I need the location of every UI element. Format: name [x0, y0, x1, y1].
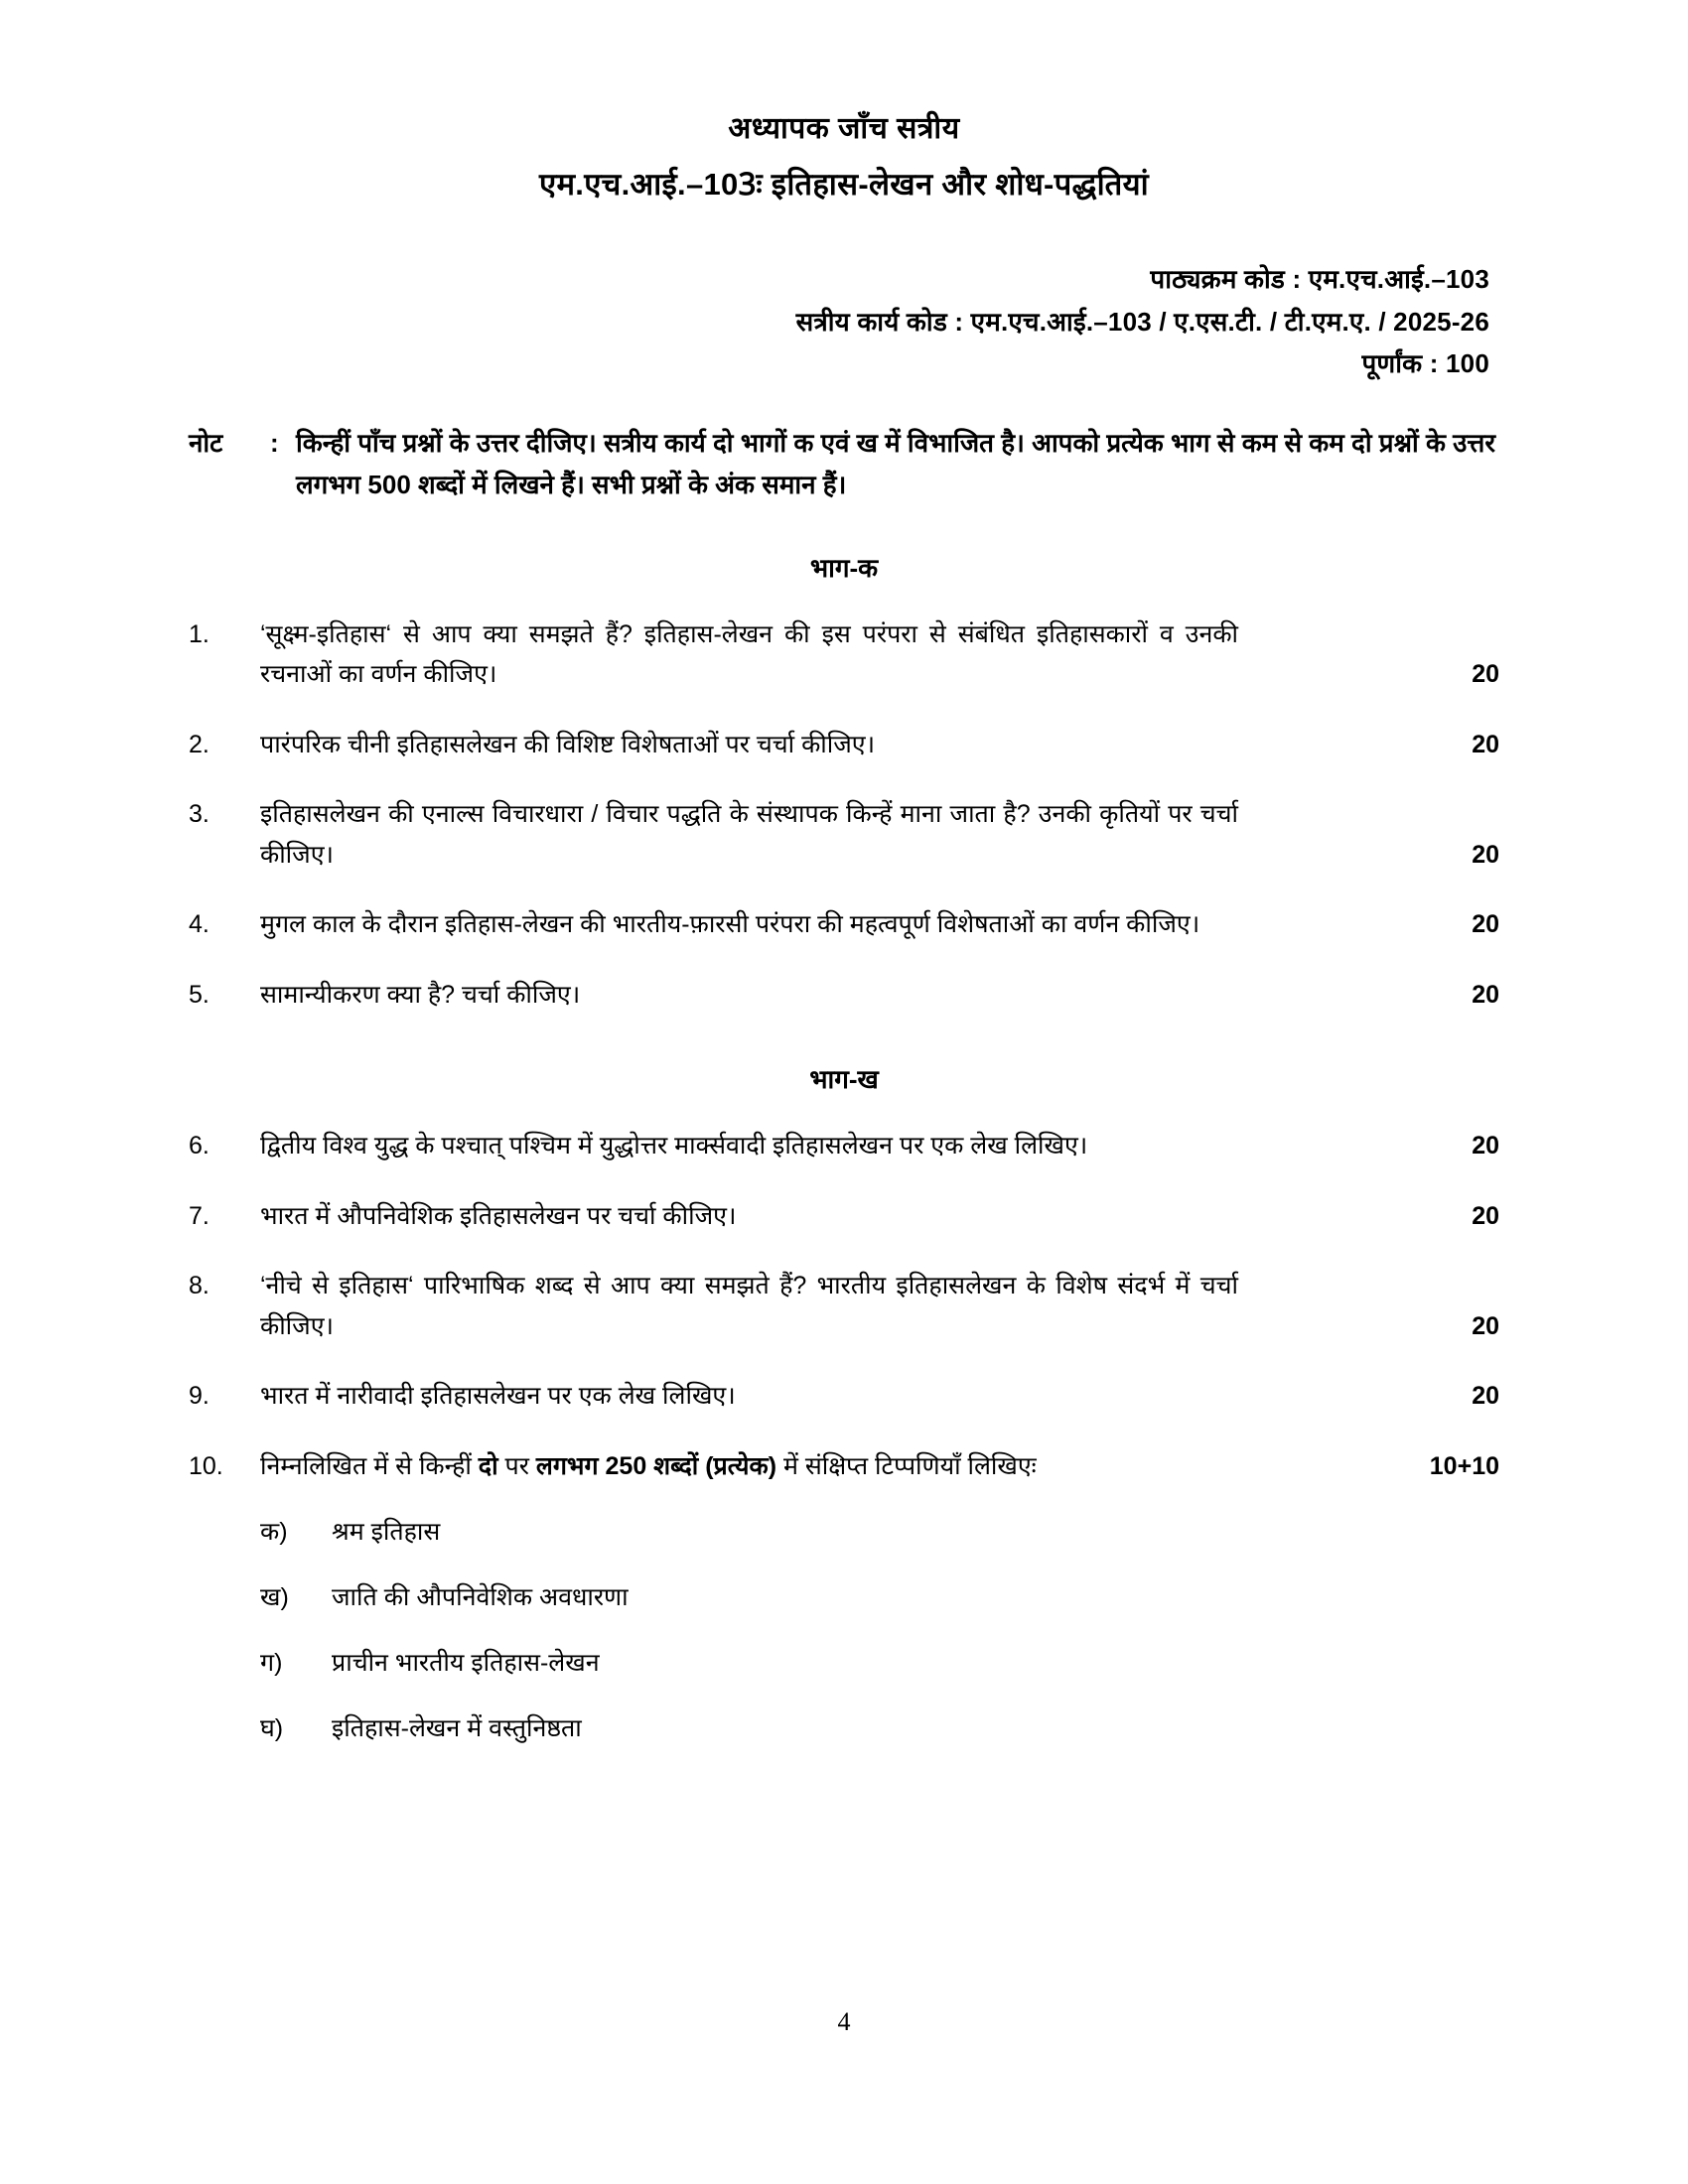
question-row — [189, 1376, 1499, 1417]
question-number: 10. — [189, 1451, 223, 1480]
question-row — [189, 725, 1499, 765]
sub-item — [260, 1577, 1499, 1617]
question-body — [260, 1126, 1390, 1166]
page-number: 4 — [837, 2007, 851, 2036]
meta-block — [189, 258, 1499, 383]
question-text: भारत में नारीवादी इतिहासलेखन पर एक लेख लिखिए। — [260, 1382, 736, 1411]
question-text: भारत में औपनिवेशिक इतिहासलेखन पर चर्चा कीजिए। — [260, 1201, 737, 1230]
question-text: मुगल काल के दौरान इतिहास-लेखन की भारतीय-फ़ारसी परंपरा की महत्वपूर्ण विशेषताओं का वर्णन कीजिए। — [260, 910, 1200, 939]
question-body — [260, 1446, 1390, 1487]
page-subtitle: एम.एच.आई.–103ः इतिहास-लेखन और शोध-पद्धतियां — [539, 166, 1149, 202]
question-body — [260, 1196, 1390, 1237]
question-number: 9. — [189, 1382, 210, 1411]
q10-suffix: में संक्षिप्त टिप्पणियाँ लिखिएः — [776, 1451, 1037, 1480]
question-list-a — [189, 614, 1499, 1016]
section-heading-b: भाग-ख — [809, 1064, 879, 1095]
sub-item — [260, 1512, 1499, 1552]
question-text: ‘नीचे से इतिहास‘ पारिभाषिक शब्द से आप क्या समझते हैं? भारतीय इतिहासलेखन के विशेष संदर्भ में चर्चा कीजिए। — [260, 1272, 1238, 1340]
note-colon: : — [270, 427, 279, 458]
sub-item-text: इतिहास-लेखन में वस्तुनिष्ठता — [332, 1714, 582, 1743]
question-marks: 20 — [1472, 660, 1499, 689]
question-marks: 20 — [1472, 1132, 1499, 1160]
question-marks: 20 — [1472, 1311, 1499, 1340]
question-marks: 20 — [1472, 840, 1499, 869]
question-number: 7. — [189, 1201, 210, 1230]
question-number: 6. — [189, 1132, 210, 1160]
sub-item-label: ख) — [260, 1583, 289, 1612]
question-body — [260, 904, 1390, 945]
question-body — [260, 794, 1390, 875]
title-block — [189, 0, 1499, 206]
question-number: 2. — [189, 730, 210, 758]
question-marks: 20 — [1472, 980, 1499, 1009]
question-row — [189, 1196, 1499, 1237]
page-title: अध्यापक जाँच सत्रीय — [728, 112, 960, 145]
note-label: नोट — [189, 427, 223, 458]
assignment-code-line: सत्रीय कार्य कोड : एम.एच.आई.–103 / ए.एस.टी. / टी.एम.ए. / 2025-26 — [795, 306, 1489, 337]
question10-sub-list — [260, 1512, 1499, 1748]
question-number: 5. — [189, 980, 210, 1009]
question-number: 3. — [189, 800, 210, 829]
question-number: 8. — [189, 1272, 210, 1300]
question-row — [189, 794, 1499, 875]
question-marks: 20 — [1472, 910, 1499, 939]
question-marks: 20 — [1472, 1201, 1499, 1230]
section-heading-a: भाग-क — [809, 552, 879, 583]
question-text: द्वितीय विश्व युद्ध के पश्चात् पश्चिम में युद्धोत्तर मार्क्सवादी इतिहासलेखन पर एक लेख लिखिए। — [260, 1132, 1088, 1160]
question-body — [260, 614, 1390, 695]
sub-item-text: जाति की औपनिवेशिक अवधारणा — [332, 1583, 629, 1612]
q10-bold-do: दो — [478, 1451, 498, 1480]
question-text — [260, 1446, 1238, 1487]
question-row — [189, 1126, 1499, 1166]
page-content — [189, 0, 1499, 1748]
sub-item — [260, 1643, 1499, 1683]
question-marks: 20 — [1472, 730, 1499, 758]
question-text: इतिहासलेखन की एनाल्स विचारधारा / विचार पद्धति के संस्थापक किन्हें माना जाता है? उनकी कृतियों पर चर्चा कीजिए। — [260, 800, 1238, 869]
question-number: 1. — [189, 619, 210, 648]
question-row — [189, 904, 1499, 945]
q10-middle: पर — [497, 1451, 536, 1480]
sub-item-label: घ) — [260, 1714, 284, 1743]
question-text: ‘सूक्ष्म-इतिहास‘ से आप क्या समझते हैं? इतिहास-लेखन की इस परंपरा से संबंधित इतिहासकारों व उनकी रचनाओं का वर्णन कीजिए। — [260, 619, 1238, 689]
question-row — [189, 1266, 1499, 1346]
q10-bold-wordcount: लगभग 250 शब्दों (प्रत्येक) — [535, 1451, 777, 1480]
question-marks: 10+10 — [1429, 1451, 1499, 1480]
course-code-line: पाठ्यक्रम कोड : एम.एच.आई.–103 — [1150, 264, 1489, 295]
question-body — [260, 1376, 1390, 1417]
note-text: किन्हीं पाँच प्रश्नों के उत्तर दीजिए। सत्रीय कार्य दो भागों क एवं ख में विभाजित है। आपको प्रत्येक भाग से कम से कम दो प्रश्नों के उत्तर लगभग 500 शब्दों में लिखने हैं। सभी प्रश्नों के अंक समान हैं। — [296, 427, 1495, 499]
question-text: पारंपरिक चीनी इतिहासलेखन की विशिष्ट विशेषताओं पर चर्चा कीजिए। — [260, 730, 876, 758]
note-block — [189, 422, 1499, 505]
sub-item-label: ग) — [260, 1649, 283, 1678]
q10-prefix: निम्नलिखित में से किन्हीं — [260, 1451, 479, 1480]
question-row — [189, 975, 1499, 1016]
question-number: 4. — [189, 910, 210, 939]
sub-item-text: श्रम इतिहास — [332, 1518, 441, 1547]
sub-item — [260, 1708, 1499, 1748]
question-body — [260, 725, 1390, 765]
sub-item-text: प्राचीन भारतीय इतिहास-लेखन — [332, 1649, 600, 1678]
question-row — [189, 1446, 1499, 1487]
question-marks: 20 — [1472, 1382, 1499, 1411]
question-list-b — [189, 1126, 1499, 1748]
total-marks-line: पूर्णांक : 100 — [1361, 347, 1489, 378]
question-body — [260, 975, 1390, 1016]
question-text: सामान्यीकरण क्या है? चर्चा कीजिए। — [260, 980, 581, 1009]
question-body — [260, 1266, 1390, 1346]
sub-item-label: क) — [260, 1518, 288, 1547]
question-row — [189, 614, 1499, 695]
